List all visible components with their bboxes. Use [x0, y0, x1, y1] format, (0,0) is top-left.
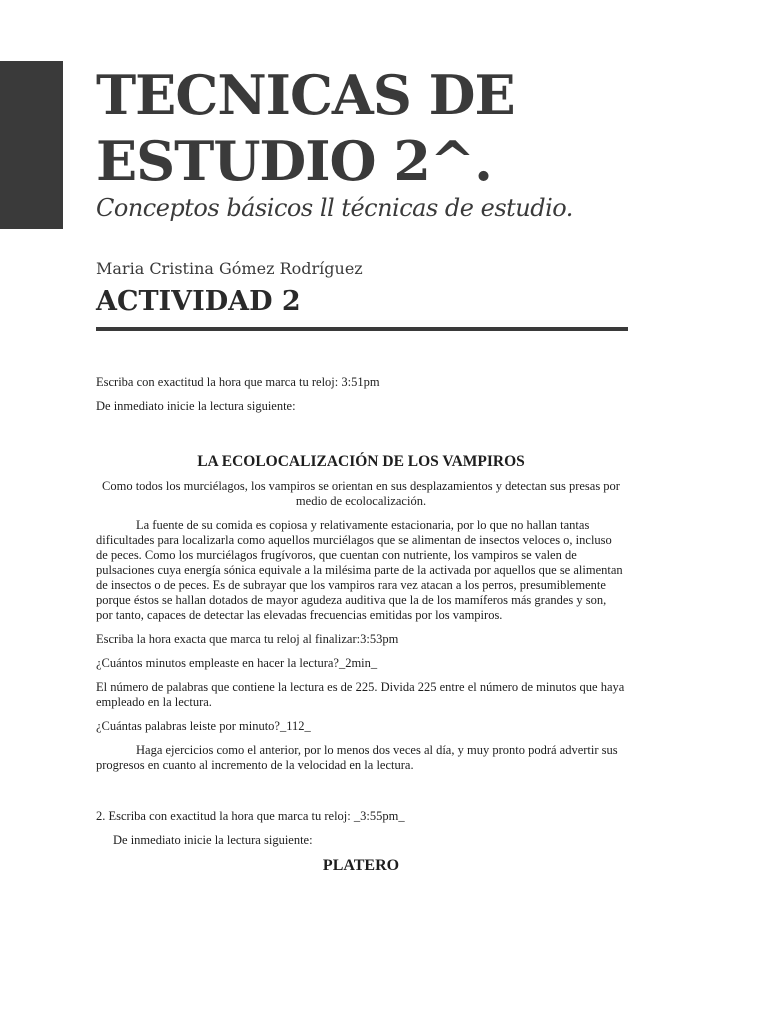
words-per-minute-line: ¿Cuántas palabras leiste por minuto?_112_ — [96, 719, 311, 733]
document-body — [96, 375, 626, 882]
reading-title-2: PLATERO — [322, 857, 400, 874]
advice-paragraph: Haga ejercicios como el anterior, por lo menos dos veces al día, y muy pronto podrá advertir sus progresos en cuanto al incremento de la velocidad en la lectura. — [96, 743, 618, 772]
title-line-2: ESTUDIO 2^. — [96, 129, 492, 193]
reading-body: La fuente de su comida es copiosa y relativamente estacionaria, por lo que no hallan tantas dificultades para localizarla como aquellos murciélagos que se alimentan de insectos veloces o, incluso de peces. Como los murciélagos frugívoros, que cuentan con nutriente, los vampiros se valen de pulsaciones cuya energía sónica equivale a la milésima parte de la activada por aquellos que se alimentan de insectos o de peces. Es de subrayar que los vampiros rara vez atacan a los perros, presumiblemente porque éstos se hallan dotados de mayor agudeza auditiva que la de los mamíferos más grandes y son, por tanto, capaces de detectar las elevadas frecuencias emitidas por los vampiros. — [96, 518, 623, 622]
start-reading-line: De inmediato inicie la lectura siguiente: — [96, 399, 296, 413]
reading-intro: Como todos los murciélagos, los vampiros se orientan en sus desplazamientos y detectan sus presas por medio de ecolocalización. — [102, 479, 620, 508]
page-title — [96, 62, 656, 194]
time-start-line-2: 2. Escriba con exactitud la hora que marca tu reloj: _3:55pm_ — [96, 809, 405, 823]
reading-title: LA ECOLOCALIZACIÓN DE LOS VAMPIROS — [197, 453, 525, 470]
author-name: Maria Cristina Gómez Rodríguez — [96, 259, 363, 278]
activity-heading: ACTIVIDAD 2 — [96, 286, 301, 317]
word-count-line: El número de palabras que contiene la lectura es de 225. Divida 225 entre el número de minutos que haya empleado en la lectura. — [96, 680, 625, 709]
minutes-line: ¿Cuántos minutos empleaste en hacer la lectura?_2min_ — [96, 656, 378, 670]
time-start-line: Escriba con exactitud la hora que marca tu reloj: 3:51pm — [96, 375, 380, 389]
side-accent-bar — [0, 61, 63, 229]
start-reading-line-2: De inmediato inicie la lectura siguiente: — [113, 833, 313, 847]
time-end-line: Escriba la hora exacta que marca tu reloj al finalizar:3:53pm — [96, 632, 399, 646]
page-subtitle: Conceptos básicos ll técnicas de estudio. — [96, 194, 573, 222]
title-line-1: TECNICAS DE — [96, 63, 515, 127]
heading-divider — [96, 327, 628, 331]
